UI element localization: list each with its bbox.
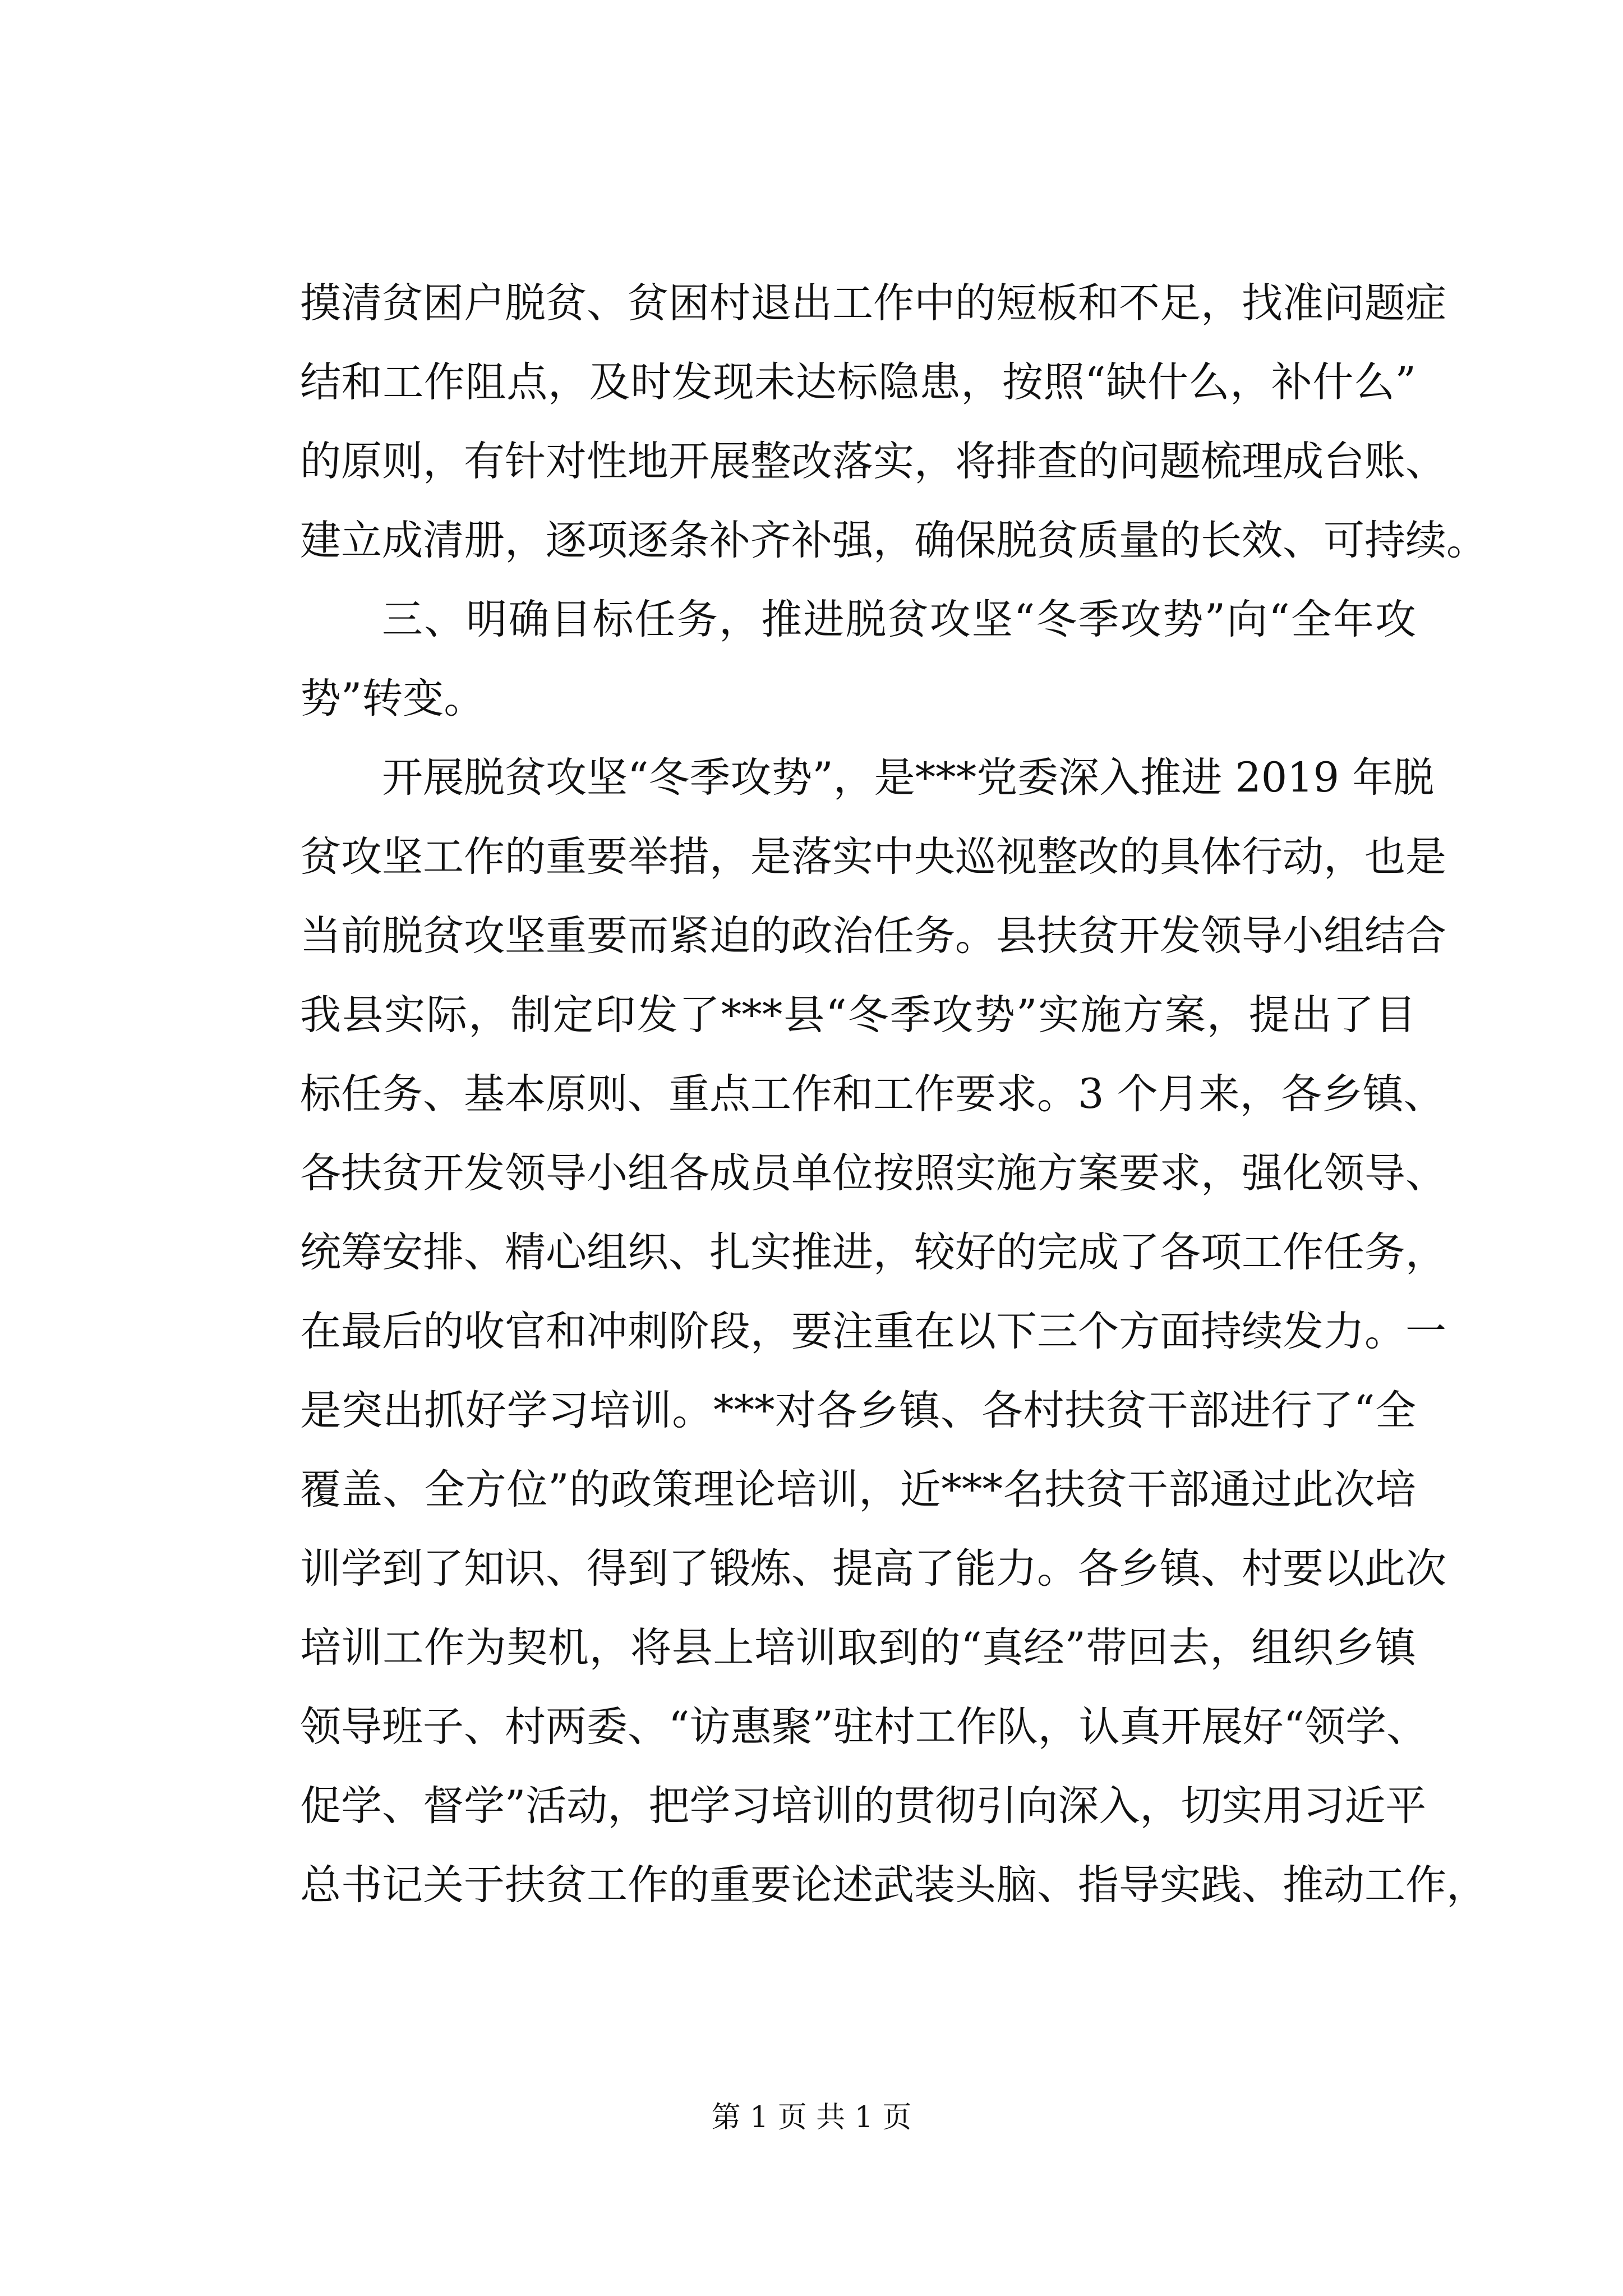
text-line: 促学、督学”活动，把学习培训的贯彻引向深入，切实用习近平 — [300, 1782, 1427, 1830]
text-line: 在最后的收官和冲刺阶段，要注重在以下三个方面持续发力。一 — [300, 1308, 1446, 1355]
page-footer — [0, 2098, 1623, 2137]
text-line: 开展脱贫攻坚“冬季攻势”，是***党委深入推进 2019 年脱 — [382, 754, 1435, 802]
text-line: 培训工作为契机，将县上培训取到的“真经”带回去，组织乡镇 — [300, 1624, 1416, 1672]
text-line: 结和工作阻点，及时发现未达标隐患，按照“缺什么，补什么” — [300, 358, 1416, 406]
text-line: 各扶贫开发领导小组各成员单位按照实施方案要求，强化领导、 — [300, 1149, 1446, 1197]
text-line: 当前脱贫攻坚重要而紧迫的政治任务。县扶贫开发领导小组结合 — [300, 912, 1446, 960]
text-line: 是突出抓好学习培训。***对各乡镇、各村扶贫干部进行了“全 — [300, 1387, 1416, 1434]
text-line: 训学到了知识、得到了锻炼、提高了能力。各乡镇、村要以此次 — [300, 1545, 1446, 1593]
text-line: 统筹安排、精心组织、扎实推进，较好的完成了各项工作任务， — [300, 1228, 1446, 1276]
text-line: 领导班子、村两委、“访惠聚”驻村工作队，认真开展好“领学、 — [300, 1703, 1427, 1751]
text-line: 覆盖、全方位”的政策理论培训，近***名扶贫干部通过此次培 — [300, 1466, 1416, 1513]
text-line: 的原则，有针对性地开展整改落实，将排查的问题梳理成台账、 — [300, 438, 1446, 485]
section-heading-line: 势”转变。 — [300, 675, 485, 723]
document-body — [300, 264, 1487, 1925]
text-line: 标任务、基本原则、重点工作和工作要求。3 个月来，各乡镇、 — [300, 1070, 1445, 1118]
text-line: 总书记关于扶贫工作的重要论述武装头脑、指导实践、推动工作， — [300, 1861, 1487, 1909]
text-line: 我县实际，制定印发了***县“冬季攻势”实施方案，提出了目 — [300, 991, 1416, 1039]
text-line: 建立成清册，逐项逐条补齐补强，确保脱贫质量的长效、可持续。 — [300, 517, 1487, 564]
section-heading-line: 三、明确目标任务，推进脱贫攻坚“冬季攻势”向“全年攻 — [382, 596, 1416, 643]
text-line: 摸清贫困户脱贫、贫困村退出工作中的短板和不足，找准问题症 — [300, 279, 1446, 327]
page-number-label: 第 1 页 共 1 页 — [711, 2101, 912, 2134]
text-line: 贫攻坚工作的重要举措，是落实中央巡视整改的具体行动，也是 — [300, 833, 1446, 881]
